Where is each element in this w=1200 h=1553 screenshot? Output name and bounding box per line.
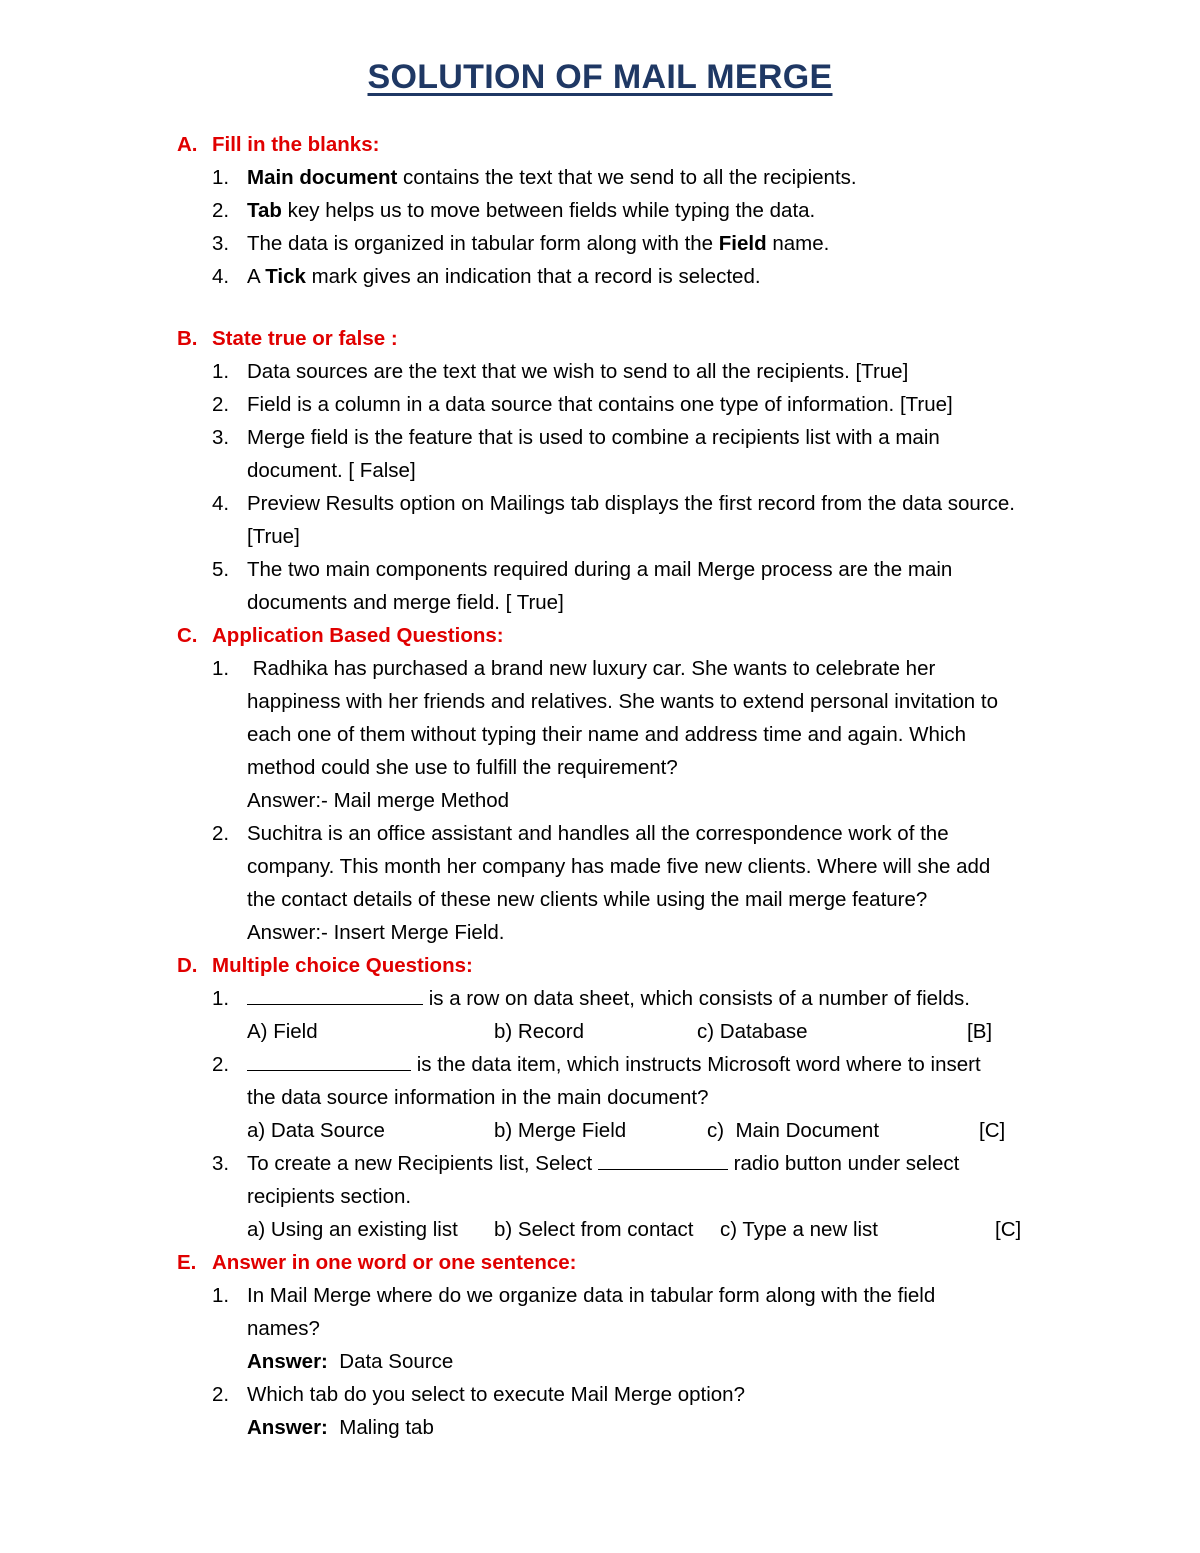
- fill-blank: [247, 1050, 411, 1071]
- list-item: 4. A Tick mark gives an indication that a record is selected.: [212, 265, 761, 288]
- list-item: 1. Data sources are the text that we wish to send to all the recipients. [True]: [212, 360, 909, 383]
- list-item-continued: the data source information in the main document?: [247, 1086, 709, 1109]
- list-item: 2. is the data item, which instructs Microsoft word where to insert: [0, 1048, 1200, 1081]
- list-item-continued: names?: [247, 1317, 320, 1340]
- fill-blank: [598, 1149, 728, 1170]
- list-item: 5. The two main components required during a mail Merge process are the main: [212, 558, 953, 581]
- section-c-heading: C. Application Based Questions:: [177, 624, 504, 647]
- list-item: 1. Radhika has purchased a brand new luxury car. She wants to celebrate her: [212, 657, 936, 680]
- fill-blank: [247, 984, 423, 1005]
- list-item: 3. Merge field is the feature that is used to combine a recipients list with a main: [212, 426, 940, 449]
- list-item: 2. Tab key helps us to move between fields while typing the data.: [212, 199, 816, 222]
- section-e-heading: E. Answer in one word or one sentence:: [177, 1251, 577, 1274]
- options-row: A) Field b) Record c) Database [B]: [247, 1020, 993, 1043]
- answer-text: Answer:- Mail merge Method: [247, 789, 510, 812]
- options-row: a) Data Source b) Merge Field c) Main Document [C]: [247, 1119, 1006, 1142]
- list-item-continued: happiness with her friends and relatives. She wants to extend personal invitation to: [247, 690, 998, 713]
- section-b-heading: B. State true or false :: [177, 327, 398, 350]
- list-item-continued: [True]: [247, 525, 300, 548]
- list-item: 1. In Mail Merge where do we organize data in tabular form along with the field: [212, 1284, 936, 1307]
- list-item-continued: recipients section.: [247, 1185, 412, 1208]
- list-item-continued: document. [ False]: [247, 459, 416, 482]
- list-item-continued: method could she use to fulfill the requirement?: [247, 756, 678, 779]
- list-item-continued: documents and merge field. [ True]: [247, 591, 564, 614]
- list-item: 1. Main document contains the text that we send to all the recipients.: [212, 166, 857, 189]
- answer-text: Answer:- Insert Merge Field.: [247, 921, 505, 944]
- options-row: a) Using an existing list b) Select from contact c) Type a new list [C]: [247, 1218, 1022, 1241]
- list-item-continued: each one of them without typing their name and address time and again. Which: [247, 723, 967, 746]
- section-a-heading: A. Fill in the blanks:: [177, 133, 380, 156]
- document-body: [0, 128, 1200, 1444]
- list-item: 2. Which tab do you select to execute Mail Merge option?: [212, 1383, 745, 1406]
- list-item: 3. The data is organized in tabular form along with the Field name.: [212, 232, 830, 255]
- answer-text: Answer: Data Source: [247, 1350, 454, 1373]
- list-item-continued: company. This month her company has made five new clients. Where will she add: [247, 855, 991, 878]
- list-item: 2. Field is a column in a data source that contains one type of information. [True]: [212, 393, 953, 416]
- list-item: 3. To create a new Recipients list, Select radio button under select: [0, 1147, 1200, 1180]
- list-item: 1. is a row on data sheet, which consists of a number of fields.: [0, 982, 1200, 1015]
- list-item: 2. Suchitra is an office assistant and handles all the correspondence work of the: [212, 822, 949, 845]
- section-d-heading: D. Multiple choice Questions:: [177, 954, 473, 977]
- list-item: 4. Preview Results option on Mailings tab displays the first record from the data source.: [212, 492, 1015, 515]
- answer-text: Answer: Maling tab: [247, 1416, 434, 1439]
- list-item-continued: the contact details of these new clients while using the mail merge feature?: [247, 888, 928, 911]
- page-title: SOLUTION OF MAIL MERGE: [367, 58, 833, 96]
